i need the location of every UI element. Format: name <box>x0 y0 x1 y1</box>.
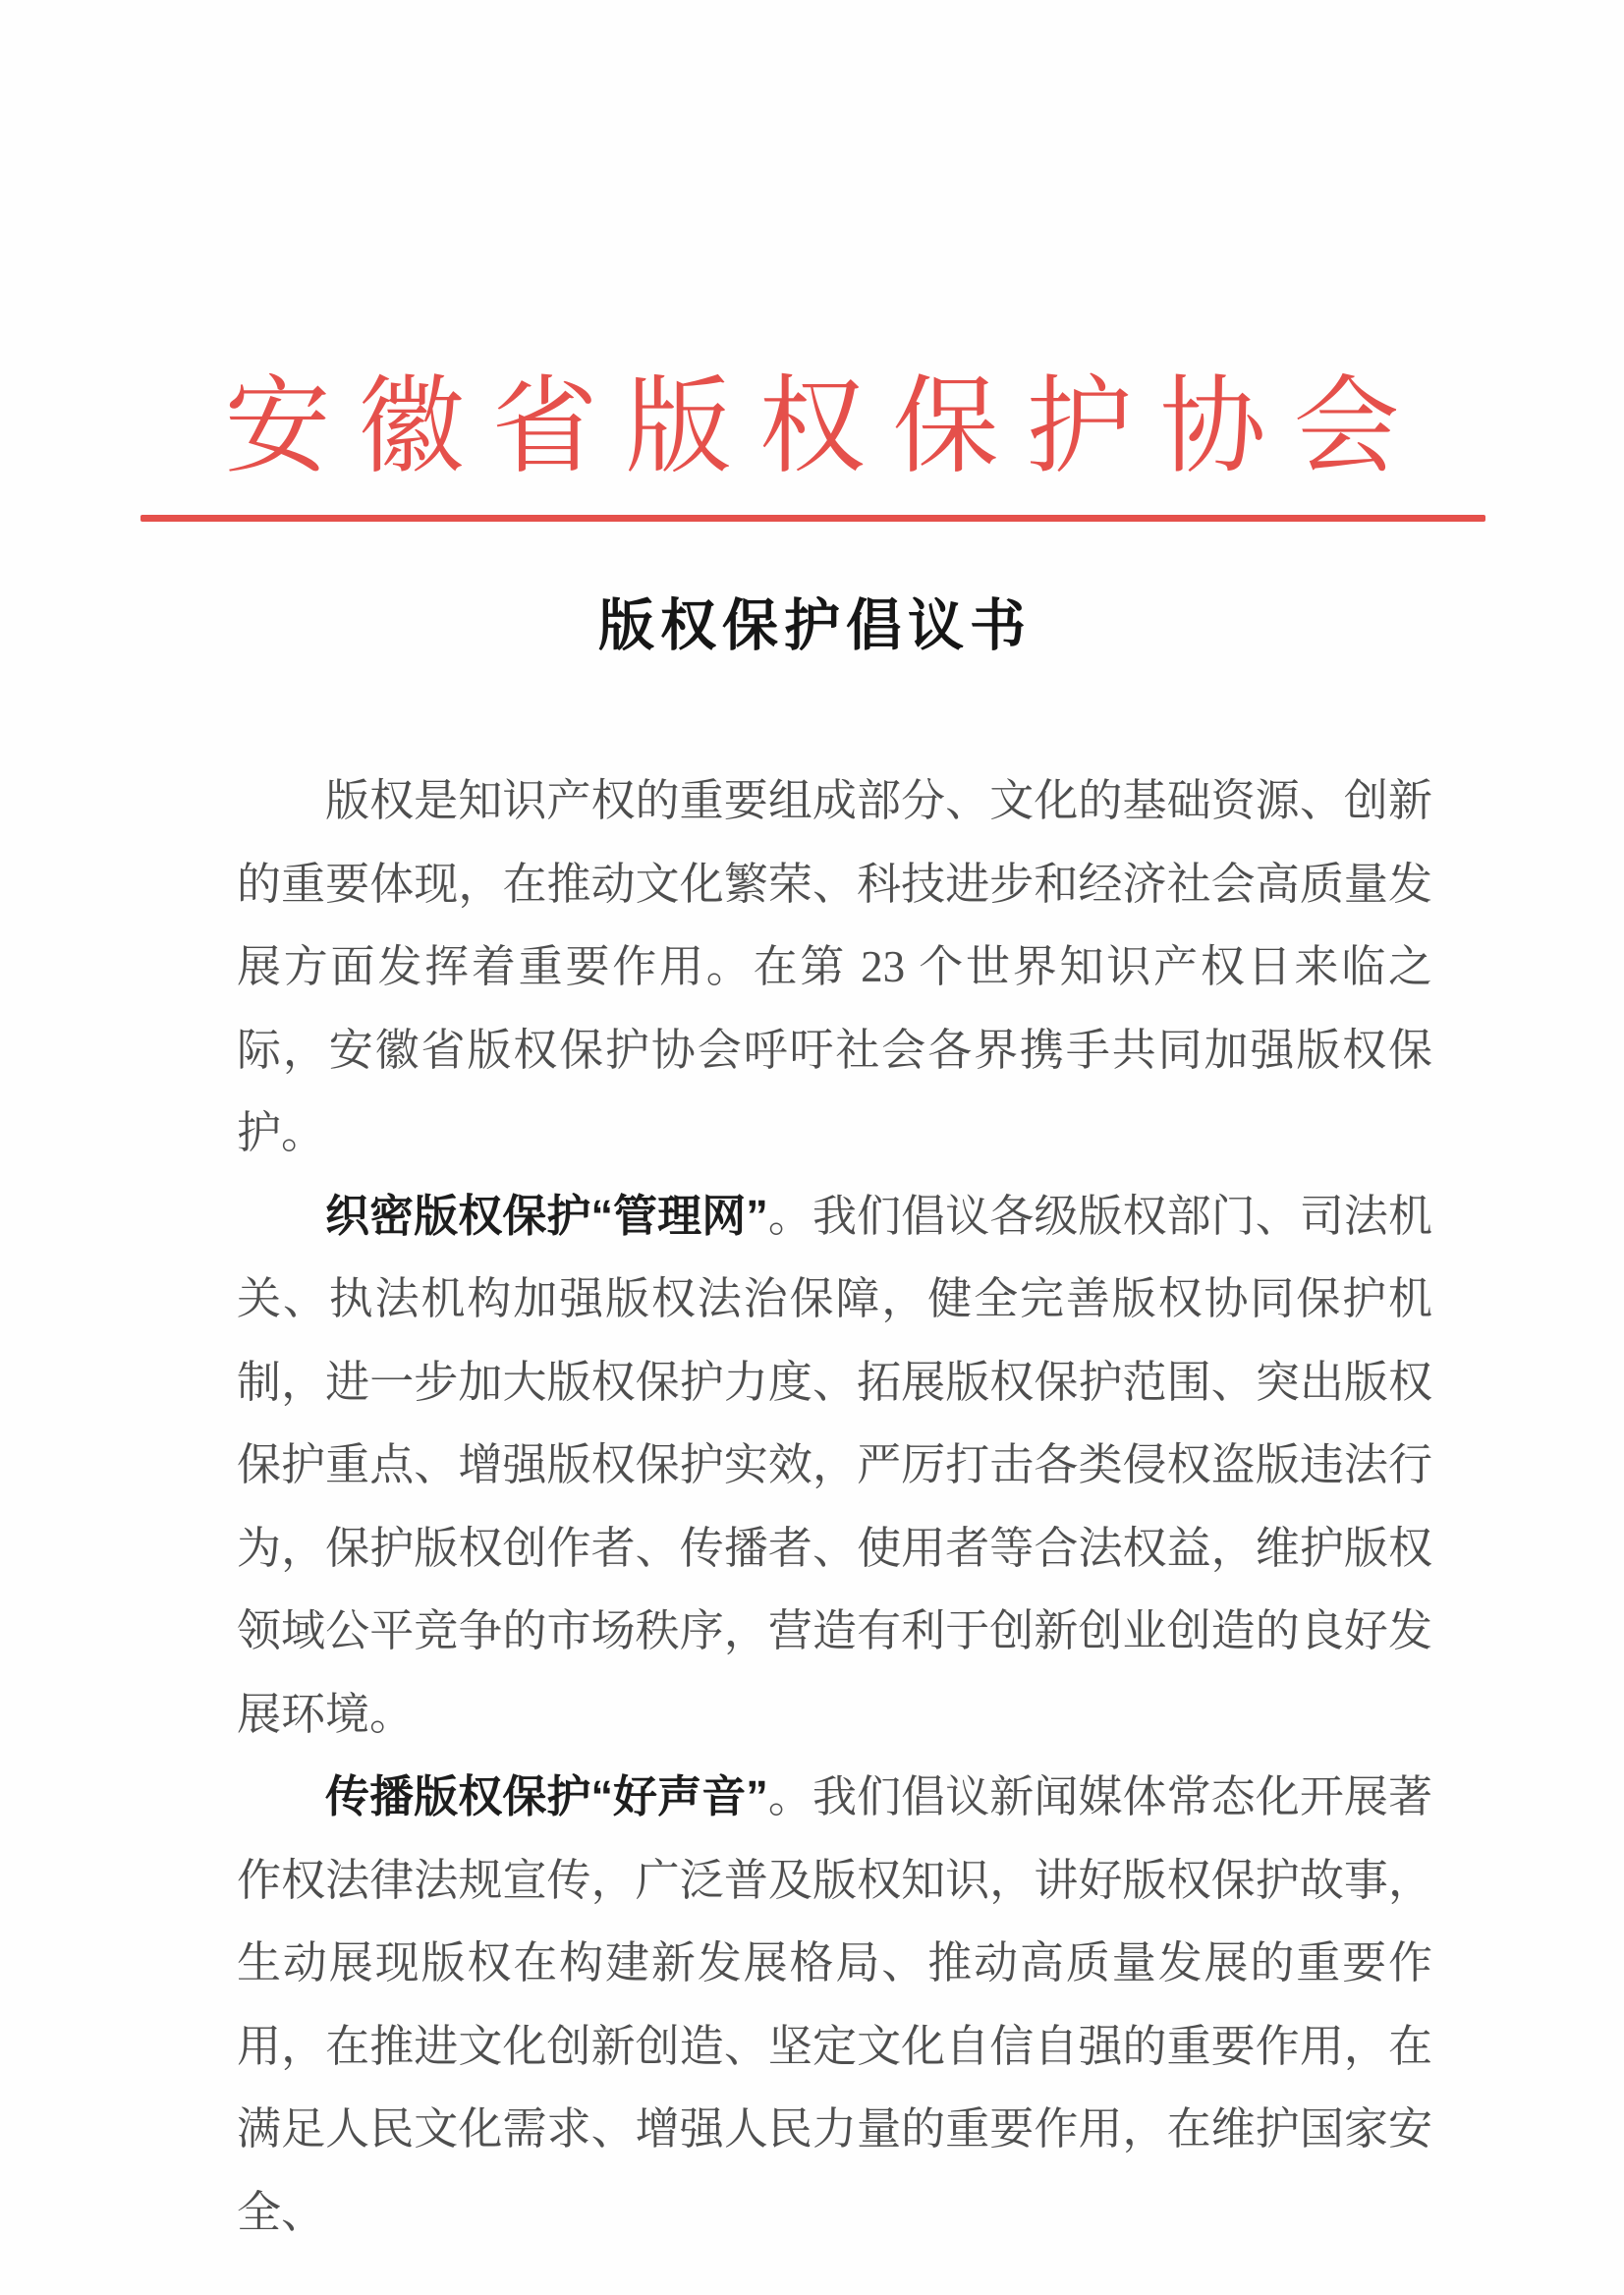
document-body <box>237 759 1432 2254</box>
paragraph-good-voice-lead: 传播版权保护“好声音” <box>325 1771 768 1821</box>
paragraph-management-net-text: 。我们倡议各级版权部门、司法机关、执法机构加强版权法治保障，健全完善版权协同保护机制，进一步加大版权保护力度、拓展版权保护范围、突出版权保护重点、增强版权保护实效，严厉打击各类侵权盗版违法行为，保护版权创作者、传播者、使用者等合法权益，维护版权领域公平竞争的市场秩序，营造有利于创新创业创造的良好发展环境。 <box>237 1191 1432 1739</box>
letterhead-title: 安徽省版权保护协会 <box>224 369 1428 486</box>
paragraph-good-voice <box>237 1756 1432 2254</box>
paragraph-good-voice-text: 。我们倡议新闻媒体常态化开展著作权法律法规宣传，广泛普及版权知识，讲好版权保护故事，生动展现版权在构建新发展格局、推动高质量发展的重要作用，在推进文化创新创造、坚定文化自信自强的重要作用，在满足人民文化需求、增强人民力量的重要作用，在维护国家安全、 <box>237 1772 1432 2237</box>
paragraph-management-net <box>237 1175 1432 1757</box>
paragraph-intro-text: 版权是知识产权的重要组成部分、文化的基础资源、创新的重要体现，在推动文化繁荣、科技进步和经济社会高质量发展方面发挥着重要作用。在第 23 个世界知识产权日来临之际，安徽省版权保护协会呼吁社会各界携手共同加强版权保护。 <box>237 776 1432 1157</box>
letterhead-divider <box>140 515 1485 522</box>
document-title: 版权保护倡议书 <box>598 595 1032 657</box>
paragraph-intro <box>237 759 1432 1175</box>
paragraph-management-net-lead: 织密版权保护“管理网” <box>325 1190 768 1241</box>
